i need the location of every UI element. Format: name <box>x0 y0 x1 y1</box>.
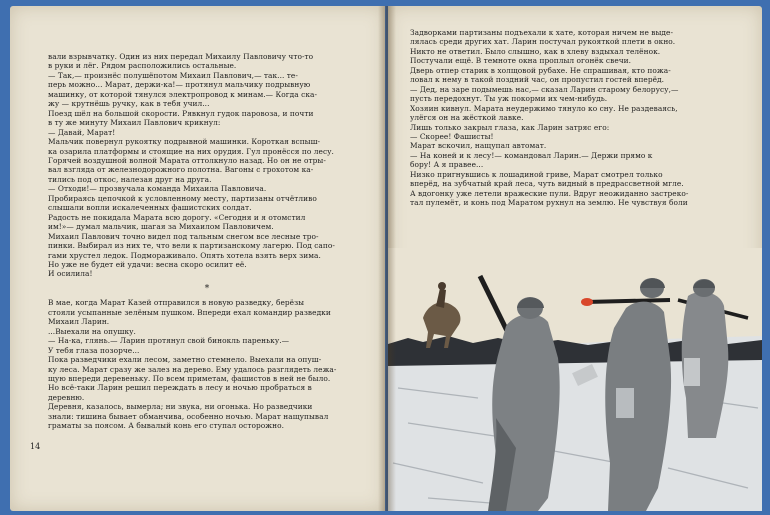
text-line: пусть передохнут. Ты уж покорми их чем-нибудь. <box>410 94 608 104</box>
page-number: 14 <box>30 442 41 451</box>
text-line: щую впереди деревеньку. По всем приметам, фашистов в ней не было. <box>48 373 331 383</box>
text-line: Михаил Ларин. <box>48 317 110 327</box>
text-line: Пока разведчики ехали лесом, заметно стемнело. Выехали на опуш- <box>48 355 322 365</box>
right-text-column <box>410 28 752 208</box>
text-line: жу — крутнёшь ручку, как в тебя учил... <box>48 99 210 109</box>
text-line: Низко пригнувшись к лошадиной гриве, Марат смотрел только <box>410 169 663 179</box>
text-line: — Скорее! Фашисты! <box>410 131 494 141</box>
text-line: А вдогонку уже летели вражеские пули. Вдруг неожиданно застреко- <box>410 188 689 198</box>
illustration <box>388 248 762 511</box>
text-line: Поезд шёл на большой скорости. Рявкнул гудок паровоза, и почти <box>48 108 314 118</box>
text-line: Горячей воздушной волной Марата оттолкнуло назад. Но он не отры- <box>48 155 326 165</box>
section-separator: * <box>204 283 210 294</box>
text-line: улёгся он на жёсткой лавке. <box>410 113 524 123</box>
text-line: вал взгляда от железнодорожного полотна. Вагоны с грохотом ка- <box>48 165 314 175</box>
text-line: вали взрывчатку. Один из них передал Михаилу Павловичу что-то <box>48 52 314 61</box>
text-line: пинки. Выбирал из них те, что вели к партизанскому лагерю. Под сапо- <box>48 241 335 251</box>
text-line: им!»— думал мальчик, шагая за Михаилом Павловичем. <box>48 222 274 232</box>
left-page <box>10 6 385 511</box>
text-line: деревню. <box>48 392 85 402</box>
text-line: бору! А я правее... <box>410 160 484 170</box>
left-text-column <box>48 52 366 431</box>
text-line: Деревня, казалось, вымерла; ни звука, ни огонька. Но разведчики <box>48 402 313 412</box>
text-line: Марат вскочил, нащупал автомат. <box>410 141 547 151</box>
text-line: Мальчик повернул рукоятку подрывной машинки. Короткая вспыш- <box>48 137 321 147</box>
text-line: — На-ка, глянь.— Ларин протянул свой бинокль пареньку.— <box>48 336 290 346</box>
text-line: слышали вопли искалеченных фашистских солдат. <box>48 203 252 213</box>
text-line: ку леса. Марат сразу же залез на дерево. Ему удалось разглядеть лежа- <box>48 364 337 374</box>
text-line: Пробираясь цепочкой к условленному месту, партизаны отчётливо <box>48 193 317 203</box>
text-line: У тебя глаза позорче... <box>48 345 140 355</box>
text-line: Радость не покидала Марата всю дорогу. «Сегодня и я отомстил <box>48 212 306 222</box>
text-line: в руки и лёг. Рядом расположились остальные. <box>48 61 237 71</box>
text-line: тал пулемёт, и конь под Маратом рухнул на землю. Не чувствуя боли <box>410 198 688 208</box>
text-line: Хозяин кивнул. Марата неудержимо тянуло ко сну. Не раздеваясь, <box>410 103 678 113</box>
text-line: ловал к нему в такой поздний час, он пропустил гостей вперёд. <box>410 75 665 85</box>
text-line: Никто не ответил. Было слышно, как в хлеву вздыхал телёнок. <box>410 46 661 56</box>
text-line: ...Выехали на опушку. <box>48 326 136 336</box>
text-line: знали: тишина бывает обманчива, особенно ночью. Марат нащупывал <box>48 411 329 421</box>
text-line: — Так,— произнёс полушёпотом Михаил Павлович,— так... те- <box>48 70 298 80</box>
text-line: Но уже не будет ей удачи: весна скоро осилит её. <box>48 259 247 269</box>
text-line: ка озарила платформы и стоящие на них орудия. Гул пронёсся по лесу. <box>48 146 334 156</box>
text-line: вперёд, на зубчатый край леса, чуть видный в предрассветной мгле. <box>410 179 684 189</box>
text-line: в ту же минуту Михаил Павлович крикнул: <box>48 118 221 128</box>
right-page <box>388 6 762 511</box>
text-line: — Дед, на заре подымешь нас,— сказал Ларин старому белорусу,— <box>410 84 679 94</box>
text-line: гами хрустел ледок. Подмораживало. Опять хотела взять верх зима. <box>48 250 321 260</box>
open-book <box>10 6 762 511</box>
book-gutter <box>378 6 396 511</box>
text-line: Но всё-таки Ларин решил переждать в лесу и ночью пробраться в <box>48 383 312 393</box>
text-line: Дверь отпер старик в холщовой рубахе. Не спрашивая, кто пожа- <box>410 65 671 75</box>
text-line: Постучали ещё. В темноте окна проплыл огонёк свечи. <box>410 56 632 66</box>
text-line: перь можно... Марат, держи-ка!— протянул мальчику подрывную <box>48 80 311 90</box>
text-line: Задворками партизаны подъехали к хате, которая ничем не выде- <box>410 28 674 37</box>
text-line: граматы за поясом. А бывалый конь его ступал осторожно. <box>48 421 284 431</box>
text-line: — Отходи!— прозвучала команда Михаила Павловича. <box>48 184 267 194</box>
text-line: тились под откос, налезая друг на друга. <box>48 174 212 184</box>
text-line: — Давай, Марат! <box>48 127 116 137</box>
muzzle-flash-icon <box>581 298 593 306</box>
text-line: Михаил Павлович точно видел под тальным снегом все лесные тро- <box>48 231 319 241</box>
text-line: лялась среди других хат. Ларин постучал рукояткой плети в окно. <box>410 37 676 47</box>
text-line: машинку, от которой тянулся электропровод к минам.— Когда ска- <box>48 89 317 99</box>
text-line: И осилила! <box>48 269 93 279</box>
text-line: стояли усыпанные зелёным пушком. Впереди ехал командир разведки <box>48 307 331 317</box>
text-line: В мае, когда Марат Казей отправился в новую разведку, берёзы <box>48 298 305 308</box>
text-line: — На коней и к лесу!— командовал Ларин.— Держи прямо к <box>410 150 653 160</box>
text-line: Лишь только закрыл глаза, как Ларин затряс его: <box>410 122 610 132</box>
